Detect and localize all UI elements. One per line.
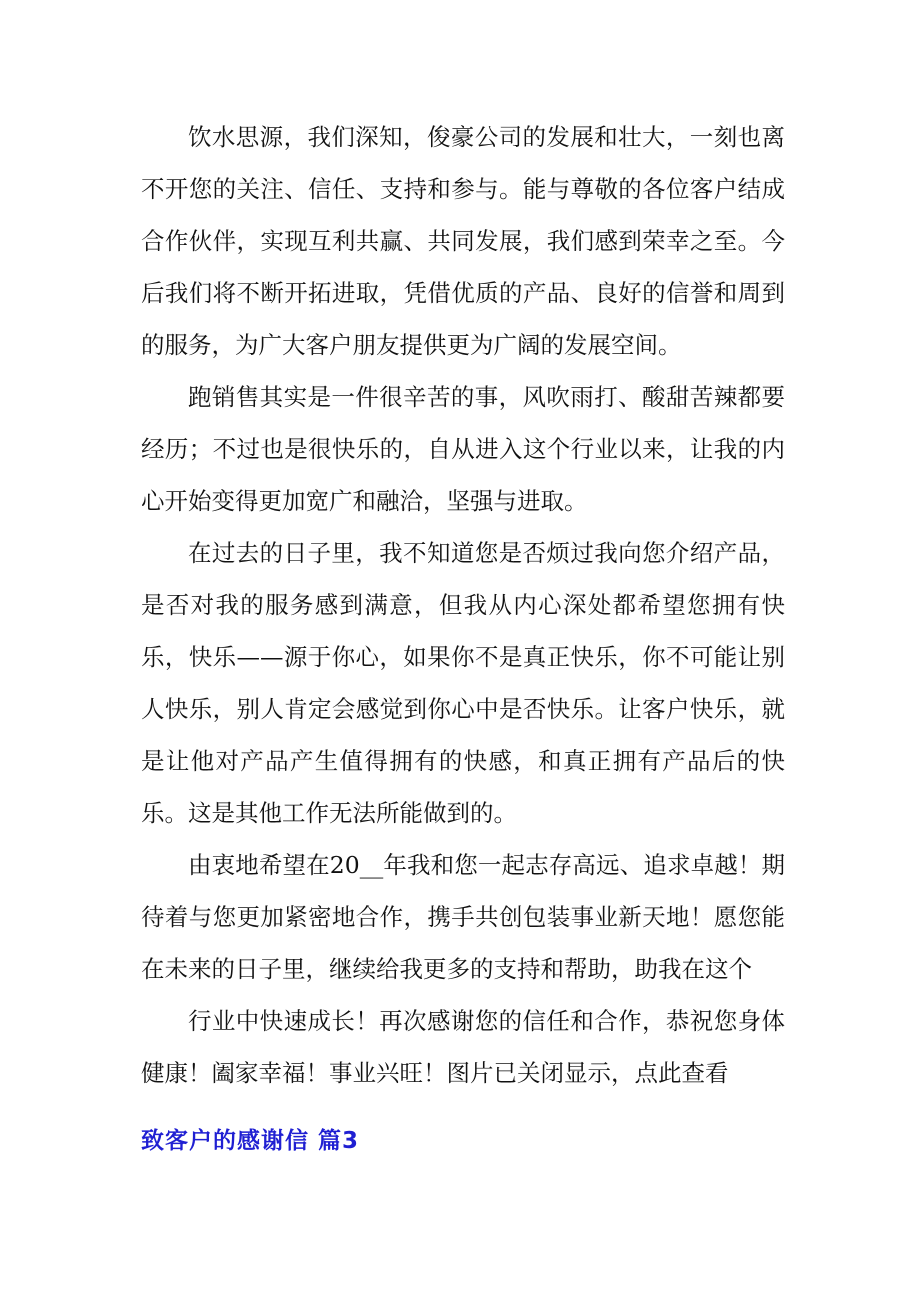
section-heading: 致客户的感谢信 篇3	[141, 1128, 360, 1154]
paragraph-closing-wishes: 行业中快速成长！再次感谢您的信任和合作，恭祝您身体健康！阖家幸福！事业兴旺！图片已关闭显示，点此查看	[141, 1007, 785, 1087]
paragraph-happiness: 在过去的日子里，我不知道您是否烦过我向您介绍产品，是否对我的服务感到满意，但我从内心深处都希望您拥有快乐，快乐——源于你心，如果你不是真正快乐，你不可能让别人快乐，别人肯定会感觉到你心中是否快乐。让客户快乐，就是让他对产品产生值得拥有的快感，和真正拥有产品后的快乐。这是其他工作无法所能做到的。	[141, 539, 785, 827]
paragraph-sales-experience: 跑销售其实是一件很辛苦的事，风吹雨打、酸甜苦辣都要经历；不过也是很快乐的，自从进入这个行业以来，让我的内心开始变得更加宽广和融洽，坚强与进取。	[141, 383, 785, 515]
paragraph-hope: 由衷地希望在20__年我和您一起志存高远、追求卓越！期待着与您更加紧密地合作，携手共创包装事业新天地！愿您能在未来的日子里，继续给我更多的支持和帮助，助我在这个	[141, 851, 785, 983]
paragraph-gratitude: 饮水思源，我们深知，俊豪公司的发展和壮大，一刻也离不开您的关注、信任、支持和参与。能与尊敬的各位客户结成合作伙伴，实现互利共赢、共同发展，我们感到荣幸之至。今后我们将不断开拓进取，凭借优质的产品、良好的信誉和周到的服务，为广大客户朋友提供更为广阔的发展空间。	[141, 123, 785, 359]
